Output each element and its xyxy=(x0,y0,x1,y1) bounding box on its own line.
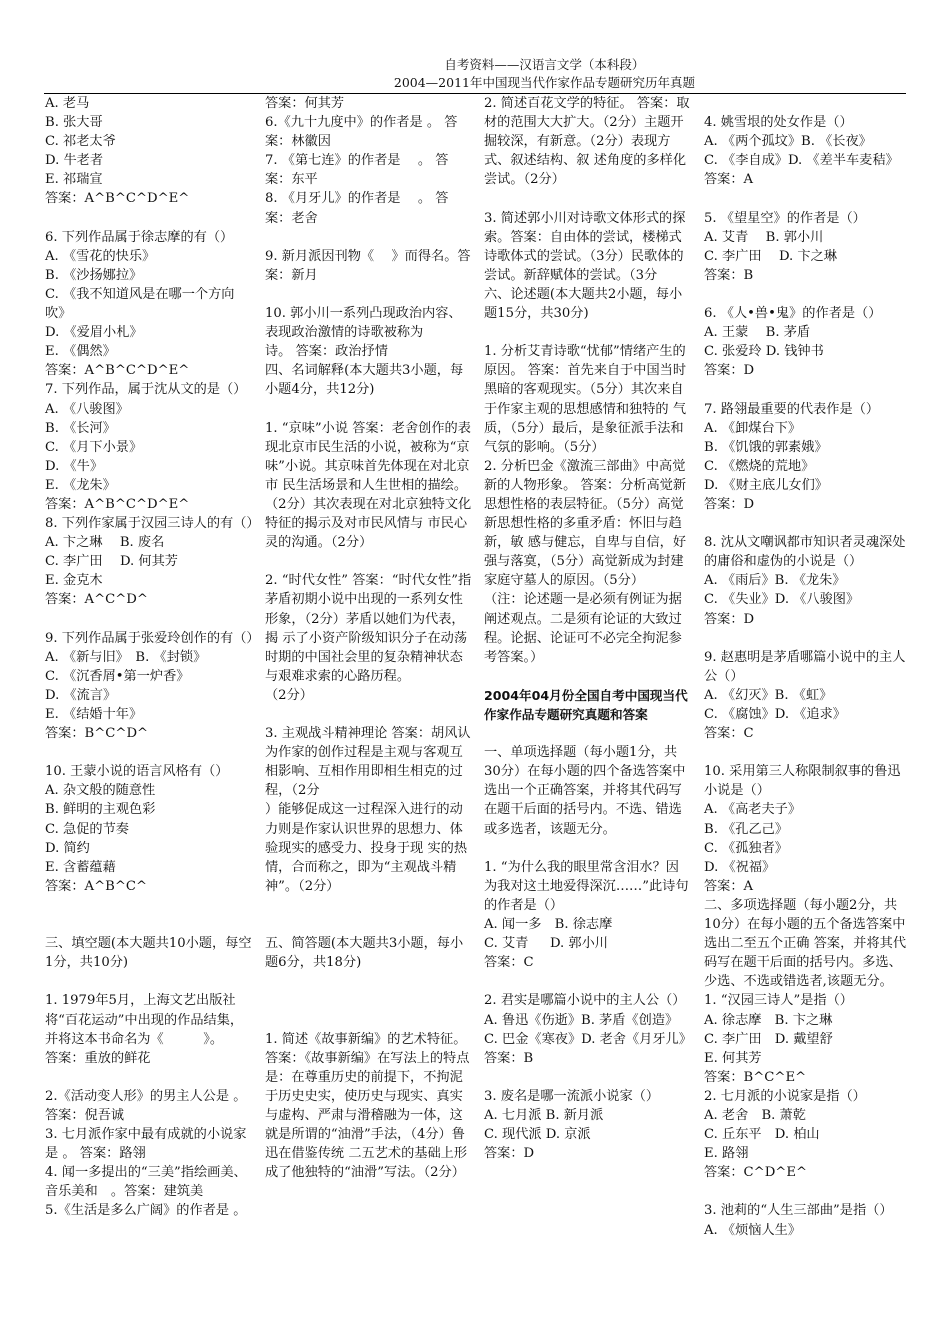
text-line: 答案：C xyxy=(704,726,754,742)
text-line: 答案：A xyxy=(704,172,754,188)
text-line: 答案：D xyxy=(704,363,755,379)
text-line: 答案：D xyxy=(704,611,755,627)
text-line: 答案：A xyxy=(704,878,754,894)
blank-line xyxy=(265,896,473,915)
blank-line xyxy=(265,228,473,247)
text-line: A. 徐志摩 B. 卞之琳 xyxy=(704,1012,833,1028)
blank-line xyxy=(45,610,253,629)
text-line: 7. 下列作品，属于沈从文的是（） xyxy=(45,382,247,398)
text-line: 2. 君实是哪篇小说中的主人公（） xyxy=(484,993,686,1009)
text-line: A. 老马 xyxy=(45,96,90,111)
text-line: C. 《月下小景》 xyxy=(45,439,143,455)
blank-line xyxy=(265,1011,473,1030)
text-line: （注：论述题一是必须有例证为据阐述观点。二是须有论证的大致过程。论据、论证可不必完全拘泥参考答案。） xyxy=(484,592,682,665)
text-line: E. 金克木 xyxy=(45,573,103,589)
text-line: 9. 赵惠明是茅盾哪篇小说中的主人公（） xyxy=(704,649,906,684)
text-line: A. 艾青 B. 郭小川 xyxy=(704,229,824,245)
text-line: 答案：A^C^D^ xyxy=(45,592,148,608)
text-line: D. 《祝福》 xyxy=(704,859,776,875)
blank-line xyxy=(484,839,692,858)
text-line: 4. 闻一多提出的“三美”指绘画美、音乐美和 。答案：建筑美 xyxy=(45,1165,247,1200)
text-line: 7. 《第七连》的作者是 。 答案：东平 xyxy=(265,153,449,188)
text-line: 答案：B xyxy=(484,1050,534,1066)
text-line: C. 李广田 D. 卞之琳 xyxy=(704,248,837,264)
text-line: 三、填空题(本大题共10小题，每空1分，共10分) xyxy=(45,936,252,971)
text-line: C. 现代派 D. 京派 xyxy=(484,1127,591,1143)
blank-line xyxy=(265,705,473,724)
blank-line xyxy=(265,991,473,1010)
text-line: A. 王蒙 B. 茅盾 xyxy=(704,325,811,341)
text-line: C. 艾青 D. 郭小川 xyxy=(484,936,608,952)
text-line: A. 《两个孤坟》B. 《长夜》 xyxy=(704,134,872,150)
text-line: C. 祁老太爷 xyxy=(45,134,116,150)
text-line: A. 闻一多 B. 徐志摩 xyxy=(484,917,613,933)
text-line: 10. 采用第三人称限制叙事的鲁迅小说是（） xyxy=(704,764,901,799)
text-line: D. 《牛》 xyxy=(45,458,104,474)
blank-line xyxy=(45,743,253,762)
blank-line xyxy=(484,724,692,743)
text-line: B. 《饥饿的郭素娥》 xyxy=(704,439,828,455)
column-4 xyxy=(704,94,912,1240)
text-line: 1. 1979年5月，上海文艺出版社将“百花运动”中出现的作品结集，并将这本书命名为《 》。 xyxy=(45,993,244,1047)
blank-line xyxy=(704,189,912,208)
blank-line xyxy=(484,189,692,208)
text-line: 答案：B^C^E^ xyxy=(704,1069,807,1085)
blank-line xyxy=(45,972,253,991)
text-line: 答案：D xyxy=(704,496,755,512)
text-line: 1. 分析艾青诗歌“忧郁”情绪产生的原因。 答案：首先来自于中国当时黑暗的客观现实。（5分）其次来自于作家主观的思想感情和独特的 气质，（5分）最后，是象征派手法和气氛的影响。（5分） xyxy=(484,344,687,455)
text-line: A. 《高老夫子》 xyxy=(704,802,802,818)
blank-line xyxy=(704,743,912,762)
text-line: C. 张爱玲 D. 钱钟书 xyxy=(704,344,824,360)
text-line: 2.《活动变人形》的男主人公是 。答案：倪吾诚 xyxy=(45,1088,247,1123)
text-line: C. 《沉香屑•第一炉香》 xyxy=(45,668,190,684)
text-line: 答案：C^D^E^ xyxy=(704,1165,808,1181)
text-line: 6. 《人•兽•鬼》的作者是（） xyxy=(704,306,882,322)
blank-line xyxy=(704,1182,912,1201)
text-line: B. 《长河》 xyxy=(45,420,116,436)
text-line: 2. 分析巴金《激流三部曲》中高觉新的人物形象。 答案：分析高觉新思想性格的表层特征。（5分）高觉新思想性格的多重矛盾：怀旧与趋新，敏 感与健忘，自卑与自信，好强与落寞，（5分）高觉新成为封建家庭守墓人的原因。（5分） xyxy=(484,458,687,589)
column-1 xyxy=(45,94,260,1221)
text-line: B. 鲜明的主观色彩 xyxy=(45,802,156,818)
text-line: C. 《我不知道风是在哪一个方向吹》 xyxy=(45,286,235,322)
text-line: 答案：A^B^C^ xyxy=(45,878,148,894)
text-line: 答案：B xyxy=(704,267,754,283)
text-line: 五、简答题(本大题共3小题，每小题6分，共18分) xyxy=(265,936,464,971)
text-line: E. 何其芳 xyxy=(704,1050,762,1066)
text-line: C. 《孤独者》 xyxy=(704,840,788,856)
text-line: B. 《沙扬娜拉》 xyxy=(45,267,143,283)
text-line: 3. 池莉的“人生三部曲”是指（） xyxy=(704,1203,893,1219)
text-line: E. 祁瑞宣 xyxy=(45,172,103,188)
text-line: 一、单项选择题（每小题1分，共30分）在每小题的四个备选答案中选出一个正确答案，并将其代码写在题干后面的括号内。不选、错选或多选者，该题无分。 xyxy=(484,745,686,837)
text-line: A. 老舍 B. 萧乾 xyxy=(704,1107,806,1123)
text-line: 答案：B^C^D^ xyxy=(45,726,149,742)
text-line: 10. 王蒙小说的语言风格有（） xyxy=(45,764,229,780)
text-line: 6.《九十九度中》的作者是 。 答案：林徽因 xyxy=(265,115,458,150)
text-line: 答案：D xyxy=(484,1146,535,1162)
text-line: 2004年04月份全国自考中国现当代作家作品专题研究真题和答案 xyxy=(484,687,688,722)
text-line: D. 《爱眉小札》 xyxy=(45,325,143,341)
text-line: 3. 七月派作家中最有成就的小说家是 。 答案：路翎 xyxy=(45,1127,247,1162)
text-line: C. 《失业》D. 《八骏图》 xyxy=(704,592,860,608)
text-line: A. 七月派 B. 新月派 xyxy=(484,1107,604,1123)
text-line: 2. “时代女性” 答案：“时代女性”指茅盾初期小说中出现的一系列女性形象，（2分）茅盾以她们为代表，揭 示了小资产阶级知识分子在动荡时期的中国社会里的复杂精神状态与艰难求索的心路历程。 xyxy=(265,573,472,684)
blank-line xyxy=(265,285,473,304)
text-line: 答案：A^B^C^D^E^ xyxy=(45,191,190,207)
text-line: E. 《龙朱》 xyxy=(45,477,116,493)
text-line: （2分） xyxy=(265,687,313,703)
text-line: C. 《燃烧的荒地》 xyxy=(704,458,815,474)
blank-line xyxy=(704,285,912,304)
text-line: A. 《新与旧》 B. 《封锁》 xyxy=(45,649,207,665)
text-line: B. 《孔乙己》 xyxy=(704,821,789,837)
text-line: D. 《财主底儿女们》 xyxy=(704,477,828,493)
text-line: A. 《烦恼人生》 xyxy=(704,1222,802,1238)
text-line: E. 《偶然》 xyxy=(45,344,116,360)
page-header xyxy=(394,56,695,92)
text-line: 4. 姚雪垠的处女作是（） xyxy=(704,115,853,131)
column-2 xyxy=(265,94,473,1182)
blank-line xyxy=(265,552,473,571)
text-line: 六、论述题(本大题共2小题，每小题15分，共30分) xyxy=(484,286,683,322)
text-line: 5. 《望星空》的作者是（） xyxy=(704,210,866,226)
text-line: 答案：重放的鲜花 xyxy=(45,1050,151,1066)
text-line: 二、多项选择题（每小题2分，共10分）在每小题的五个备选答案中选出二至五个正确 答案，并将其代码写在题干后面的括号内。多选、少选、不选或错选者,该题无分。 xyxy=(704,897,907,990)
text-line: A. 《卸煤台下》 xyxy=(704,420,802,436)
blank-line xyxy=(265,400,473,419)
text-line: E. 路翎 xyxy=(704,1146,749,1162)
text-line: 1. “为什么我的眼里常含泪水？因为我对这土地爱得深沉……”此诗句的作者是（） xyxy=(484,859,689,913)
text-line: 3. 主观战斗精神理论 答案：胡风认为作家的创作过程是主观与客观互相影响、互相作用即相生相克的过程，（2分 xyxy=(265,726,471,799)
text-line: 7. 路翎最重要的代表作是（） xyxy=(704,401,880,417)
blank-line xyxy=(484,972,692,991)
text-line: C. 巴金《寒夜》D. 老舍《月牙儿》 xyxy=(484,1031,692,1047)
text-line: C. 《腐蚀》D. 《追求》 xyxy=(704,707,846,722)
text-line: 1. “京味”小说 答案：老舍创作的表现北京市民生活的小说，被称为“京味”小说。其京味首先体现在对北京市 民生活场景和人生世相的描绘。（2分）其次表现在对北京独特文化特征的揭示及对市民风情与 市民心灵的沟通。（2分） xyxy=(265,420,472,551)
column-3 xyxy=(484,94,692,1163)
text-line: ）能够促成这一过程深入进行的动力则是作家认识世界的思想力、体验现实的感受力、投身于现 实的热情，合而称之，即为“主观战斗精神”。（2分） xyxy=(265,802,468,894)
text-line: C. 丘东平 D. 柏山 xyxy=(704,1127,820,1143)
text-line: C. 急促的节奏 xyxy=(45,821,129,837)
text-line: 8. 下列作家属于汉园三诗人的有（） xyxy=(45,516,260,532)
text-line: A. 《雪花的快乐》 xyxy=(45,248,156,264)
header-subtitle: 2004—2011年中国现当代作家作品专题研究历年真题 xyxy=(393,75,695,90)
text-line: D. 《流言》 xyxy=(45,687,117,703)
text-line: C. 《李自成》D. 《差半车麦秸》 xyxy=(704,153,899,169)
blank-line xyxy=(484,323,692,342)
text-line: 9. 新月派因刊物《 》而得名。答案：新月 xyxy=(265,248,471,283)
text-line: 8. 沈从文嘲讽都市知识者灵魂深处的庸俗和虚伪的小说是（） xyxy=(704,535,906,570)
blank-line xyxy=(704,94,912,113)
text-line: 6. 下列作品属于徐志摩的有（） xyxy=(45,229,234,245)
text-line: C. 李广田 D. 戴望舒 xyxy=(704,1031,833,1047)
blank-line xyxy=(704,380,912,399)
text-line: 答案：A^B^C^D^E^ xyxy=(45,363,190,379)
text-line: 10. 郭小川一系列凸现政治内容、表现政治激情的诗歌被称为 诗。 答案：政治抒情 xyxy=(265,306,462,360)
text-line: 1. “汉园三诗人”是指（） xyxy=(704,993,853,1009)
text-line: C. 李广田 D. 何其芳 xyxy=(45,554,178,570)
text-line: 3. 废名是哪一流派小说家（） xyxy=(484,1088,660,1104)
text-line: D. 简约 xyxy=(45,840,90,856)
blank-line xyxy=(265,915,473,934)
text-line: 9. 下列作品属于张爱玲创作的有（） xyxy=(45,630,260,646)
blank-line xyxy=(484,1068,692,1087)
text-line: 8. 《月牙儿》的作者是 。 答案：老舍 xyxy=(265,191,449,226)
text-line: A. 鲁迅《伤逝》B. 茅盾《创造》 xyxy=(484,1012,679,1028)
blank-line xyxy=(45,1068,253,1087)
text-line: 答案：A^B^C^D^E^ xyxy=(45,496,190,512)
text-line: B. 张大哥 xyxy=(45,115,103,131)
blank-line xyxy=(45,209,253,228)
text-line: A. 《雨后》B. 《龙朱》 xyxy=(704,573,846,589)
text-line: E. 《结婚十年》 xyxy=(45,707,143,722)
text-line: 答案：何其芳 xyxy=(265,96,345,111)
text-line: 2. 七月派的小说家是指（） xyxy=(704,1088,866,1104)
blank-line xyxy=(265,972,473,991)
text-line: E. 含蓄蕴藉 xyxy=(45,859,116,875)
blank-line xyxy=(45,915,253,934)
blank-line xyxy=(704,629,912,648)
text-line: 四、名词解释(本大题共3小题，每小题4分，共12分) xyxy=(265,363,464,398)
blank-line xyxy=(484,667,692,686)
text-line: D. 牛老者 xyxy=(45,153,104,169)
header-title: 自考资料——汉语言文学（本科段） xyxy=(444,57,645,72)
text-line: 5.《生活是多么广阔》的作者是 。 xyxy=(45,1203,247,1219)
text-line: 答案：C xyxy=(484,955,534,971)
text-line: A. 卞之琳 B. 废名 xyxy=(45,535,165,551)
text-line: 2. 简述百花文学的特征。 答案：取材的范围大大扩大。（2分）主题开掘较深，有新意。（2分）表现方式、叙述结构、叙 述角度的多样化尝试。（2分） xyxy=(484,96,690,188)
text-line: A. 《八骏图》 xyxy=(45,401,129,417)
text-line: A. 《幻灭》B. 《虹》 xyxy=(704,687,833,703)
text-line: 3. 简述郭小川对诗歌文体形式的探索。答案：自由体的尝试，楼梯式诗歌体式的尝试。（3分）民歌体的尝试。新辞赋体的尝试。（3分 xyxy=(484,210,686,283)
blank-line xyxy=(704,514,912,533)
blank-line xyxy=(45,896,253,915)
text-line: 1. 简述《故事新编》的艺术特征。 答案：《故事新编》在写法上的特点是：在尊重历史的前提下，不拘泥于历史史实，使历史与现实、真实与虚构、严肃与滑稽融为一体，这就是所谓的“油滑”手法，（4分）鲁迅在借鉴传统 二五艺术的基础上形成了他独特的“油滑”写法。（2分） xyxy=(265,1031,470,1181)
text-line: A. 杂文般的随意性 xyxy=(45,783,156,799)
